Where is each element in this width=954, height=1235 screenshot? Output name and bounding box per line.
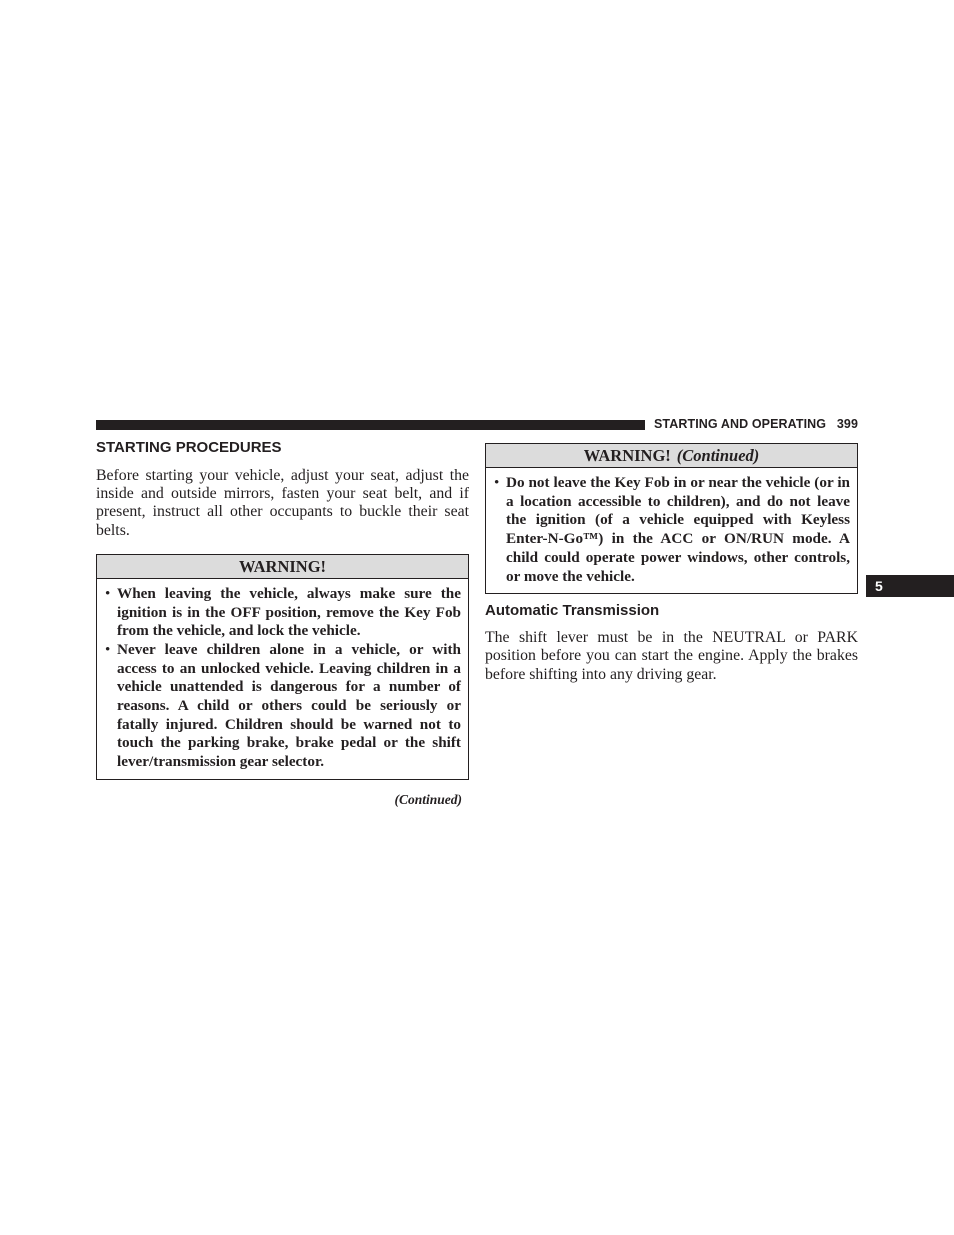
warning-item-text: Do not leave the Key Fob in or near the vehicle (or in a location accessible to children), and do not leave the ignition (of a vehicle equipped with Keyless Enter-N-Go™) in the ACC or ON/RUN mode. A child could operate power windows, other controls, or move the vehicle. — [506, 474, 850, 585]
transmission-paragraph: The shift lever must be in the NEUTRAL or PARK position before you can start the engine. Apply the brakes before shifting into any driving gear. — [485, 629, 858, 683]
warning-box — [96, 554, 469, 780]
running-header — [654, 417, 858, 431]
section-heading: STARTING PROCEDURES — [96, 439, 282, 456]
warning-item-text: When leaving the vehicle, always make sure the ignition is in the OFF position, remove the Key Fob from the vehicle, and lock the vehicle. — [117, 584, 461, 640]
warning-title-continued — [486, 444, 857, 468]
bullet-icon: • — [494, 474, 500, 491]
header-rule — [96, 420, 645, 430]
right-column — [485, 443, 858, 684]
warning-title: WARNING! — [97, 555, 468, 579]
bullet-icon: • — [105, 640, 111, 658]
continued-note: (Continued) — [394, 791, 462, 807]
warning-item-text: Never leave children alone in a vehicle, or with access to an unlocked vehicle. Leaving children in a vehicle unattended is dangerous for a number of reasons. A child or others could be seriously or fatally injured. Children should be warned not to touch the parking brake, brake pedal or the shift lever/transmission gear selector. — [117, 640, 461, 771]
warning-list — [486, 468, 857, 593]
warning-list — [97, 579, 468, 779]
page-number: 399 — [836, 417, 858, 431]
subsection-heading: Automatic Transmission — [485, 602, 660, 620]
bullet-icon: • — [105, 584, 111, 602]
warning-item — [105, 641, 461, 772]
header-section-title: STARTING AND OPERATING — [654, 417, 827, 431]
warning-continued-label: (Continued) — [676, 446, 760, 465]
chapter-tab: 5 — [866, 575, 954, 597]
warning-item — [494, 474, 850, 586]
warning-box-continued — [485, 443, 858, 594]
intro-paragraph: Before starting your vehicle, adjust your seat, adjust the inside and outside mirrors, fasten your seat belt, and if present, instruct all other occupants to buckle their seat belts. — [96, 467, 469, 539]
warning-item — [105, 585, 461, 641]
warning-title-text: WARNING! — [583, 446, 671, 465]
left-column — [96, 438, 469, 808]
